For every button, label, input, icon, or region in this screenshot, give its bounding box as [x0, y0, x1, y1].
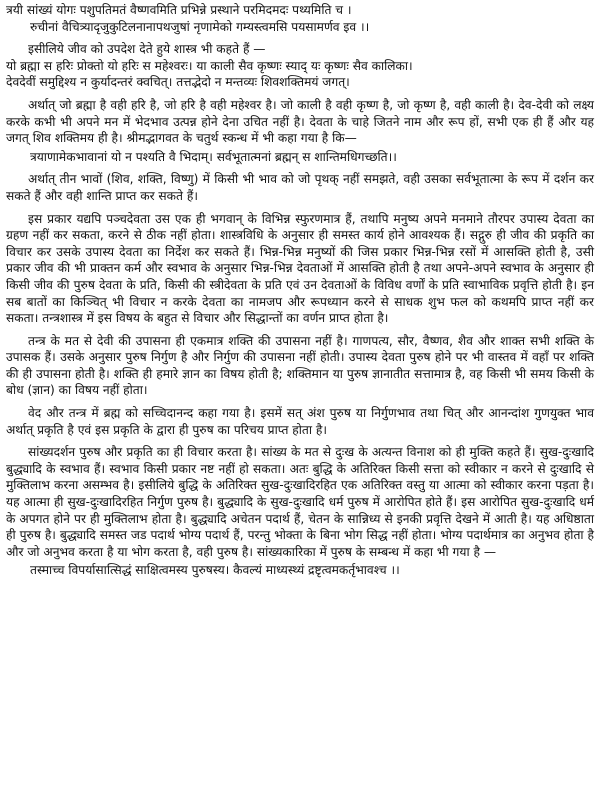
bhagavata-verse: त्रयाणामेकभावानां यो न पश्यति वै भिदाम्‌। सर्वभूतात्मनां ब्रह्मन्‌ स शान्तिमधिगच्छति।। [30, 149, 397, 164]
closing-verse: तस्माच्च विपर्यासात्सिद्धं साक्षित्वमस्य पुरुषस्य। कैवल्यं माध्यस्थ्यं द्रष्टृत्वमकर्तृभावश्च ।। [30, 563, 400, 578]
three-bhavas-paragraph: अर्थात्‌ तीन भावों (शिव, शक्ति, विष्णु) में किसी भी भाव को जो पृथक्‌ नहीं समझते, वही उसका सर्वभूतात्मा के रूप में दर्शन कर सकते हैं और वही शान्ति प्राप्त कर सकते हैं। [6, 172, 594, 203]
sankhya-paragraph: सांख्यदर्शन पुरुष और प्रकृति का ही विचार करता है। सांख्य के मत से दुःख के अत्यन्त विनाश को ही मुक्ति कहते हैं। सुख-दुःखादि बुद्ध्यादि के स्वभाव हैं। स्वभाव किसी प्रकार नष्ट नहीं हो सकता। अतः बुद्धि के अतिरिक्त किसी सत्ता को स्वीकार न करने से दुःखादि से मुक्तिलाभ करना असम्भव है। इसीलिये बुद्धि के अतिरिक्त सुख-दुःखादिरहित एक अतिरिक्त वस्तु या आत्मा को स्वीकार करना पड़ता है। यह आत्मा ही सुख-दुःखादिरहित निर्गुण पुरुष है। बुद्ध्यादि के सुख-दुःखादि धर्म पुरुष में आरोपित होते हैं। इस आरोपित सुख-दुःखादि धर्म के अपगत होने पर ही मुक्तिलाभ होता है। बुद्ध्यादि अचेतन पदार्थ हैं, चेतन के सान्निध्य से इनकी प्रवृत्ति देखने में आती है। यह अधिष्ठाता ही पुरुष है। बुद्ध्यादि समस्त जड पदार्थ भोग्य पदार्थ हैं, परन्तु भोक्ता के बिना भोग सिद्ध नहीं होता। भोग्य पदार्थमात्र का अनुभव होता है और जो अनुभव करता है या भोग करता है, वही पुरुष है। सांख्यकारिका में पुरुष के सम्बन्ध में कहा भी गया है — [6, 445, 594, 559]
veda-paragraph: वेद और तन्त्र में ब्रह्म को सच्चिदानन्द कहा गया है। इसमें सत्‌ अंश पुरुष या निर्गुणभाव तथा चित्‌ और आनन्दांश गुणयुक्त भाव अर्थात्‌ प्रकृति है एवं इस प्रकृति के द्वारा ही पुरुष का परिचय प्राप्त होता है। [6, 406, 594, 437]
intro-line: इसीलिये जीव को उपदेश देते हुये शास्त्र भी कहते हैं — [28, 42, 266, 57]
verse-line: यो ब्रह्मा स हरिः प्रोक्तो यो हरिः स महेश्वरः। या काली सैव कृष्णः स्याद्‌ यः कृष्णः सैव कालिका। [6, 58, 413, 73]
verse-line: रुचीनां वैचित्र्यादृजुकुटिलनानापथजुषां नृणामेको गम्यस्त्वमसि पयसामर्णव इव ।। [30, 19, 370, 34]
panchadevata-paragraph: इस प्रकार यद्यपि पञ्चदेवता उस एक ही भगवान्‌ के विभिन्न स्फुरणमात्र हैं, तथापि मनुष्य अपने मनमाने तौरपर उपास्य देवता का ग्रहण नहीं कर सकता, करने से ठीक नहीं होता। शास्त्रविधि के अनुसार ही समस्त कार्य होने आवश्यक हैं। सद्गुरु ही जीव की प्रकृति का विचार कर उसके उपास्य देवता का निर्देश कर सकते हैं। भिन्न-भिन्न मनुष्यों की जिस प्रकार भिन्न-भिन्न रसों में आसक्ति होती है, उसी प्रकार जीव की भी प्राक्तन कर्म और स्वभाव के अनुसार भिन्न-भिन्न देवताओं में आसक्ति होती है तथा अपने-अपने स्वभाव के अनुसार ही किसी जीव की पुरुष देवता के प्रति, किसी की स्त्रीदेवता के प्रति एवं उन देवताओं के विविध वर्णों के प्रति स्वाभाविक प्रवृत्ति होती है। इन सब बातों का किञ्चित्‌ भी विचार न करके देवता का नामजप और रूपध्यान करने से साधक शुभ फल को कथमपि प्राप्त नहीं कर सकता। तन्त्रशास्त्र में इस विषय के बहुत से विचार और सिद्धान्तों का वर्णन प्राप्त होता है। [6, 211, 594, 326]
meaning-paragraph: अर्थात्‌ जो ब्रह्मा है वही हरि है, जो हरि है वही महेश्वर है। जो काली है वही कृष्ण है, जो कृष्ण है, वही काली है। देव-देवी को लक्ष्य करके कभी भी अपने मन में भेदभाव उत्पन्न होने देना उचित नहीं है। देवता के चाहे जितने नाम और रूप हों, सभी एक ही हैं और यह जगत्‌ शिव शक्तिमय ही है। श्रीमद्भागवत के चतुर्थ स्कन्ध में भी कहा गया है कि— [6, 97, 594, 146]
tantra-paragraph: तन्त्र के मत से देवी की उपासना ही एकमात्र शक्ति की उपासना नहीं है। गाणपत्य, सौर, वैष्णव, शैव और शाक्त सभी शक्ति के उपासक हैं। उसके अनुसार पुरुष निर्गुण है और निर्गुण की उपासना नहीं होती। उपास्य देवता पुरुष होने पर भी वास्तव में वहाँ पर शक्ति की ही उपासना होती है। शक्ति ही हमारे ज्ञान का विषय होती है; शक्तिमान या पुरुष ज्ञानातीत सत्तामात्र है, वह किसी भी समय किसी के बोध (ज्ञान) का विषय नहीं होता। [6, 333, 594, 398]
verse-two [6, 58, 594, 91]
verse-line: त्रयी सांख्यं योगः पशुपतिमतं वैष्णवमिति प्रभिन्ने प्रस्थाने परमिदमदः पथ्यमिति च । [6, 3, 352, 17]
opening-verse [6, 2, 594, 35]
verse-line: देवदेवीं समुद्दिश्य न कुर्यादन्तरं क्वचित्‌। तत्तद्भेदो न मन्तव्यः शिवशक्तिमयं जगत्‌। [6, 75, 350, 90]
